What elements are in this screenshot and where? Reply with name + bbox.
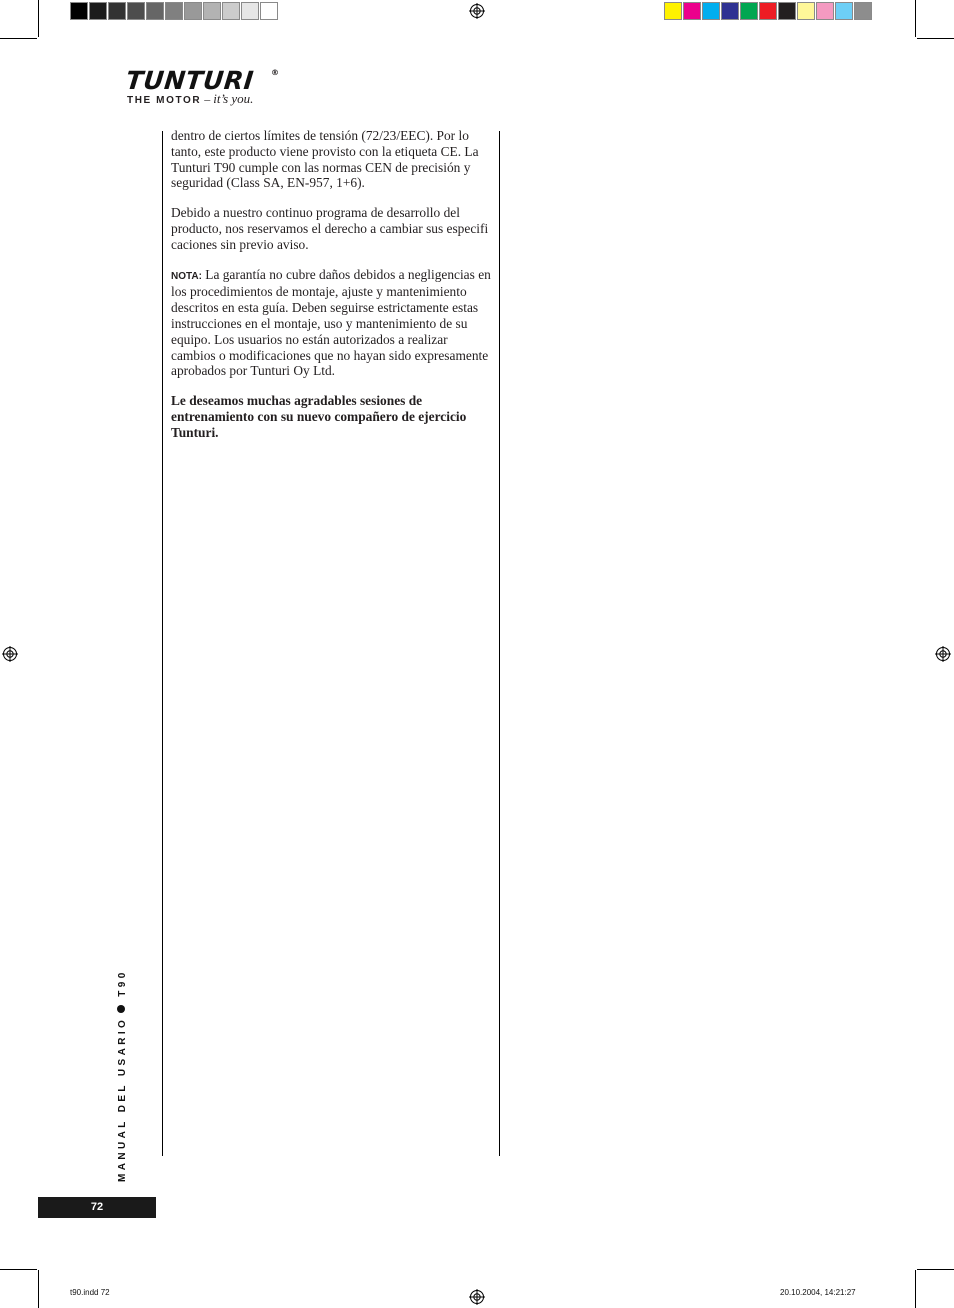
logo-tagline <box>127 91 253 107</box>
column-rule-right <box>499 131 500 1156</box>
column-rule-left <box>162 131 163 1156</box>
crop-mark <box>917 38 954 39</box>
registered-mark: ® <box>271 68 279 77</box>
color-swatch <box>797 2 815 20</box>
crop-mark <box>915 1270 916 1308</box>
paragraph-nota <box>171 267 491 380</box>
color-swatch <box>241 2 259 20</box>
registration-mark-icon <box>2 646 18 662</box>
color-swatch <box>664 2 682 20</box>
color-swatch <box>702 2 720 20</box>
color-swatch <box>108 2 126 20</box>
color-swatch <box>854 2 872 20</box>
color-swatch <box>835 2 853 20</box>
running-head-title: MANUAL DEL USARIO <box>117 1016 128 1182</box>
nota-text: La garantía no cubre daños debidos a negligencias en los procedimientos de montaje, ajuste y mantenimiento descritos en esta guía. Deben seguirse estrictamente estas instrucciones en el montaje, uso y mantenimiento de su equipo. Los usuarios no están autorizados a realizar cambios o modificaciones que no hayan sido expresamente aprobados por Tunturi Oy Ltd. <box>171 266 491 379</box>
registration-mark-icon <box>935 646 951 662</box>
footer-timestamp: 20.10.2004, 14:21:27 <box>780 1288 856 1297</box>
crop-mark <box>0 1269 37 1270</box>
tagline-main: THE MOTOR <box>127 95 202 106</box>
crop-mark <box>38 1270 39 1308</box>
color-swatch <box>89 2 107 20</box>
running-head-model: T90 <box>117 969 128 997</box>
color-swatch <box>816 2 834 20</box>
tagline-italic: it’s you. <box>213 91 254 106</box>
color-swatch <box>146 2 164 20</box>
footer-file: t90.indd 72 <box>70 1288 110 1297</box>
registration-mark-icon <box>469 1289 485 1305</box>
process-color-bar <box>664 2 873 20</box>
closing-statement: Le deseamos muchas agradables sesiones de entrenamiento con su nuevo compañero de ejercicio Tunturi. <box>171 393 467 440</box>
color-swatch <box>203 2 221 20</box>
color-swatch <box>222 2 240 20</box>
crop-mark <box>0 38 37 39</box>
color-swatch <box>260 2 278 20</box>
paragraph-development: Debido a nuestro continuo programa de desarrollo del producto, nos reservamos el derecho a cambiar sus especifi caciones sin previo aviso. <box>171 205 489 252</box>
color-swatch <box>759 2 777 20</box>
color-swatch <box>778 2 796 20</box>
registration-mark-icon <box>469 3 485 19</box>
running-head <box>117 969 128 1182</box>
bullet-icon <box>117 1005 125 1013</box>
paragraph-ce: dentro de ciertos límites de tensión (72/23/EEC). Por lo tanto, este producto viene provisto con la etiqueta CE. La Tunturi T90 cumple con las normas CEN de precisión y seguridad (Class SA, EN-957, 1+6). <box>171 128 479 191</box>
color-swatch <box>127 2 145 20</box>
color-swatch <box>184 2 202 20</box>
crop-mark <box>917 1269 954 1270</box>
color-swatch <box>721 2 739 20</box>
nota-label: NOTA: <box>171 270 202 282</box>
tagline-dash: – <box>201 92 214 106</box>
color-swatch <box>70 2 88 20</box>
color-swatch <box>740 2 758 20</box>
crop-mark <box>38 0 39 37</box>
grayscale-color-bar <box>70 2 279 20</box>
color-swatch <box>683 2 701 20</box>
logo-wordmark: TUNTURI <box>124 66 256 95</box>
crop-mark <box>915 0 916 37</box>
body-text <box>171 128 491 455</box>
color-swatch <box>165 2 183 20</box>
page-number: 72 <box>38 1197 156 1218</box>
